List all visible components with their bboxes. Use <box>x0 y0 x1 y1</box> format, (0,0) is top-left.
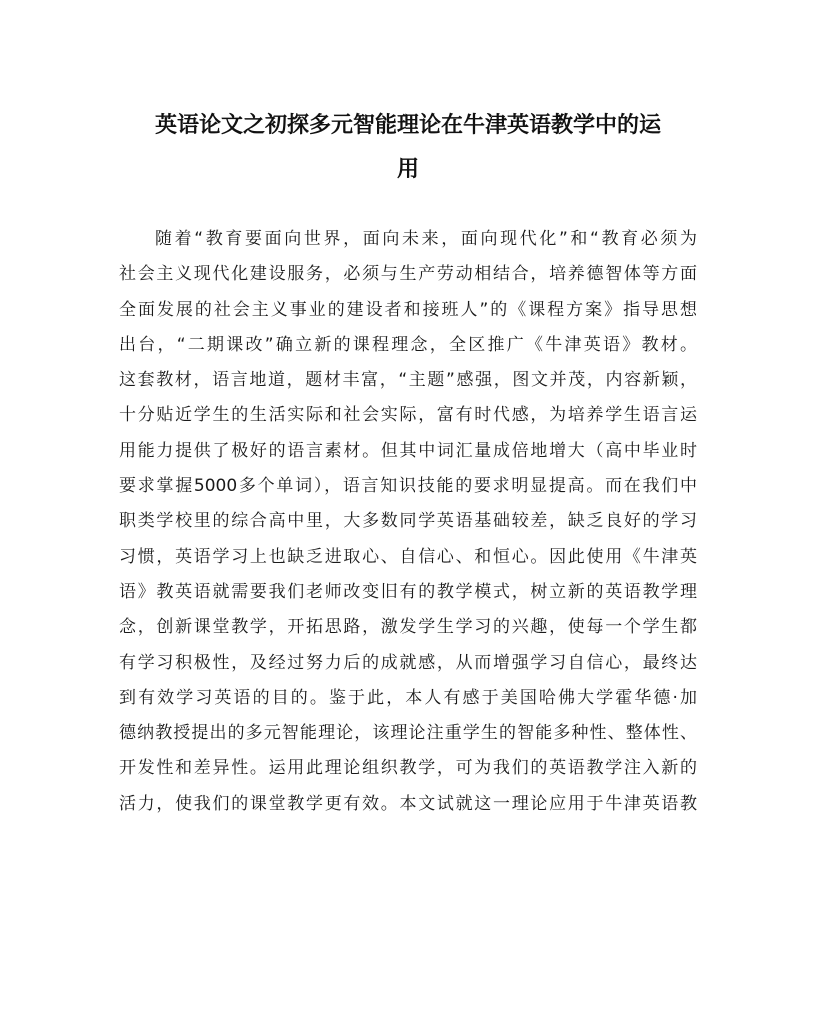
paragraph-line: 社会主义现代化建设服务，必须与生产劳动相结合，培养德智体等方面 <box>119 264 697 285</box>
body-paragraph <box>119 222 697 822</box>
paragraph-line: 用能力提供了极好的语言素材。但其中词汇量成倍地增大（高中毕业时 <box>119 440 697 461</box>
paragraph-line: 念，创新课堂教学，开拓思路，激发学生学习的兴趣，使每一个学生都 <box>119 617 697 638</box>
paragraph-line: 语》教英语就需要我们老师改变旧有的教学模式，树立新的英语教学理 <box>119 581 697 602</box>
paragraph-line: 十分贴近学生的生活实际和社会实际，富有时代感，为培养学生语言运 <box>119 405 697 426</box>
title-line-1: 英语论文之初探多元智能理论在牛津英语教学中的运 <box>154 112 661 138</box>
paragraph-line: 德纳教授提出的多元智能理论，该理论注重学生的智能多种性、整体性、 <box>119 723 697 744</box>
paragraph-line: 有学习积极性，及经过努力后的成就感，从而增强学习自信心，最终达 <box>119 652 697 673</box>
paragraph-line: 到有效学习英语的目的。鉴于此，本人有感于美国哈佛大学霍华德·加 <box>119 687 697 708</box>
document-title <box>108 103 708 191</box>
paragraph-line: 活力，使我们的课堂教学更有效。本文试就这一理论应用于牛津英语教 <box>119 793 697 814</box>
paragraph-line: 职类学校里的综合高中里，大多数同学英语基础较差，缺乏良好的学习 <box>119 511 697 532</box>
paragraph-line: 习惯，英语学习上也缺乏进取心、自信心、和恒心。因此使用《牛津英 <box>119 546 697 567</box>
paragraph-line: 这套教材，语言地道，题材丰富，“主题”感强，图文并茂，内容新颖， <box>119 370 697 391</box>
paragraph-line: 开发性和差异性。运用此理论组织教学，可为我们的英语教学注入新的 <box>119 758 697 779</box>
paragraph-line: 出台，“二期课改”确立新的课程理念，全区推广《牛津英语》教材。 <box>119 334 697 355</box>
title-line-2: 用 <box>396 156 419 182</box>
paragraph-line: 随着“教育要面向世界，面向未来，面向现代化”和“教育必须为 <box>155 229 697 249</box>
paragraph-line: 全面发展的社会主义事业的建设者和接班人”的《课程方案》指导思想 <box>119 299 697 320</box>
paragraph-line: 要求掌握5000多个单词），语言知识技能的要求明显提高。而在我们中 <box>119 476 697 497</box>
